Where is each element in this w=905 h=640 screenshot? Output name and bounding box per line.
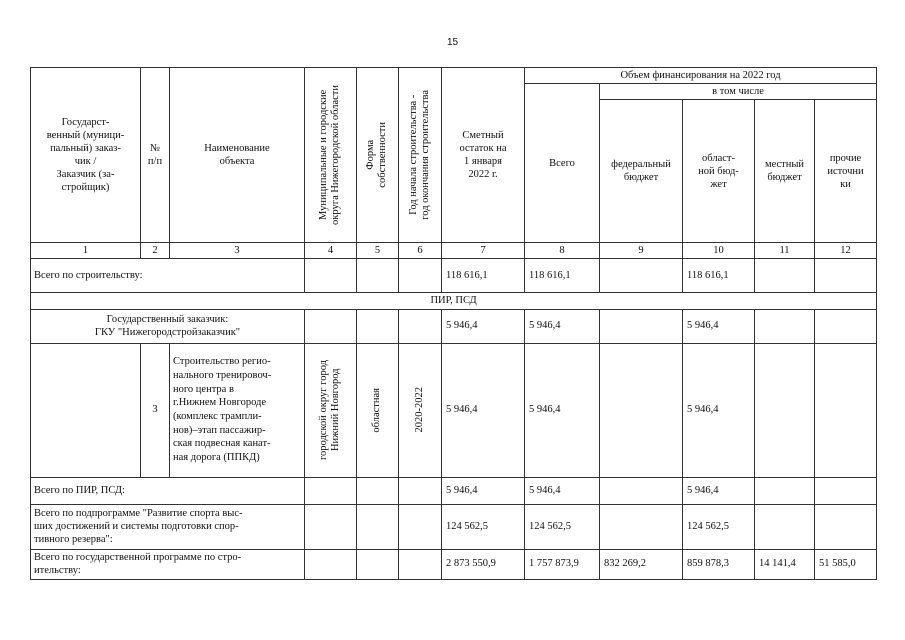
table-row-pir-total: [31, 477, 877, 504]
estimate-value: 2 873 550,9: [442, 549, 525, 579]
empty-cell: [755, 477, 815, 504]
empty-cell: [755, 309, 815, 343]
federal-value: 832 269,2: [600, 549, 683, 579]
header-funding-2022: Объем финансирования на 2022 год: [525, 68, 877, 84]
table-row-customer: [31, 309, 877, 343]
empty-cell: [600, 477, 683, 504]
empty-cell: [357, 259, 399, 293]
total-value: 5 946,4: [525, 477, 600, 504]
header-estimate: Сметный остаток на 1 января 2022 г.: [442, 68, 525, 243]
empty-cell: [399, 549, 442, 579]
regional-value: 5 946,4: [683, 343, 755, 477]
table-row-construction-total: [31, 259, 877, 293]
empty-cell: [399, 477, 442, 504]
row-label: Всего по подпрограмме "Развитие спорта выс- ших достижений и системы подготовки спор- тивного резерва":: [31, 504, 305, 549]
header-years: [399, 68, 442, 243]
empty-cell: [399, 504, 442, 549]
empty-cell: [600, 309, 683, 343]
header-including: в том числе: [600, 84, 877, 100]
header-municipality: [305, 68, 357, 243]
header-total: Всего: [525, 84, 600, 243]
object-number: 3: [141, 343, 170, 477]
column-number: 3: [170, 243, 305, 259]
column-number: 12: [815, 243, 877, 259]
empty-cell: [399, 259, 442, 293]
header-ownership: [357, 68, 399, 243]
column-number: 5: [357, 243, 399, 259]
empty-cell: [357, 309, 399, 343]
header-regional: област- ной бюд- жет: [683, 100, 755, 243]
empty-cell: [755, 259, 815, 293]
regional-value: 5 946,4: [683, 477, 755, 504]
empty-cell: [815, 343, 877, 477]
object-ownership-text: областная: [371, 387, 383, 433]
total-value: 124 562,5: [525, 504, 600, 549]
table-row-subprogram-total: [31, 504, 877, 549]
empty-cell: [815, 309, 877, 343]
object-ownership: [357, 343, 399, 477]
empty-cell: [755, 504, 815, 549]
empty-cell: [815, 477, 877, 504]
local-value: 14 141,4: [755, 549, 815, 579]
empty-cell: [305, 259, 357, 293]
header-object-name: Наименование объекта: [170, 68, 305, 243]
column-number: 4: [305, 243, 357, 259]
empty-cell: [600, 504, 683, 549]
empty-cell: [815, 504, 877, 549]
total-value: 5 946,4: [525, 309, 600, 343]
regional-value: 5 946,4: [683, 309, 755, 343]
table-row-section: [31, 293, 877, 309]
estimate-value: 5 946,4: [442, 477, 525, 504]
table-row-program-total: [31, 549, 877, 579]
funding-table: [30, 67, 877, 580]
row-label: Всего по ПИР, ПСД:: [31, 477, 305, 504]
row-label: Всего по строительству:: [31, 259, 305, 293]
regional-value: 118 616,1: [683, 259, 755, 293]
empty-cell: [31, 343, 141, 477]
column-number: 7: [442, 243, 525, 259]
estimate-value: 5 946,4: [442, 309, 525, 343]
empty-cell: [600, 343, 683, 477]
table-row-object: [31, 343, 877, 477]
total-value: 118 616,1: [525, 259, 600, 293]
object-municipality: [305, 343, 357, 477]
object-years-text: 2020-2022: [413, 387, 425, 433]
empty-cell: [357, 504, 399, 549]
regional-value: 859 878,3: [683, 549, 755, 579]
other-value: 51 585,0: [815, 549, 877, 579]
empty-cell: [399, 309, 442, 343]
empty-cell: [305, 504, 357, 549]
total-value: 5 946,4: [525, 343, 600, 477]
column-number: 9: [600, 243, 683, 259]
page-number: 15: [446, 37, 459, 48]
column-number: 11: [755, 243, 815, 259]
object-years: [399, 343, 442, 477]
empty-cell: [357, 549, 399, 579]
empty-cell: [815, 259, 877, 293]
column-number: 6: [399, 243, 442, 259]
header-years-text: Год начала строительства - год окончания строительства: [407, 90, 431, 221]
header-local: местный бюджет: [755, 100, 815, 243]
empty-cell: [305, 549, 357, 579]
estimate-value: 5 946,4: [442, 343, 525, 477]
object-name: Строительство регио- нального тренировоч- ного центра в г.Нижнем Новгороде (комплекс трампли- нов)–этап пассажир- ская подвесная канат- ная дорога (ППКД): [170, 343, 305, 477]
empty-cell: [755, 343, 815, 477]
header-federal: федеральный бюджет: [600, 100, 683, 243]
empty-cell: [305, 477, 357, 504]
section-title: ПИР, ПСД: [31, 293, 877, 309]
customer-label: Государственный заказчик: ГКУ "Нижегородстройзаказчик": [31, 309, 305, 343]
object-municipality-text: городской округ город Нижний Новгород: [318, 359, 342, 461]
total-value: 1 757 873,9: [525, 549, 600, 579]
column-numbers-row: [31, 243, 877, 259]
header-number: № п/п: [141, 68, 170, 243]
column-number: 8: [525, 243, 600, 259]
estimate-value: 124 562,5: [442, 504, 525, 549]
header-ownership-text: Форма собственности: [365, 122, 389, 188]
header-customer: Государст- венный (муници- пальный) заказ- чик / Заказчик (за- стройщик): [31, 68, 141, 243]
column-number: 10: [683, 243, 755, 259]
empty-cell: [305, 309, 357, 343]
empty-cell: [357, 477, 399, 504]
regional-value: 124 562,5: [683, 504, 755, 549]
estimate-value: 118 616,1: [442, 259, 525, 293]
row-label: Всего по государственной программе по стро- ительству:: [31, 549, 305, 579]
header-municipality-text: Муниципальные и городские округа Нижегородской области: [318, 85, 342, 226]
column-number: 2: [141, 243, 170, 259]
header-other: прочие источни ки: [815, 100, 877, 243]
column-number: 1: [31, 243, 141, 259]
empty-cell: [600, 259, 683, 293]
